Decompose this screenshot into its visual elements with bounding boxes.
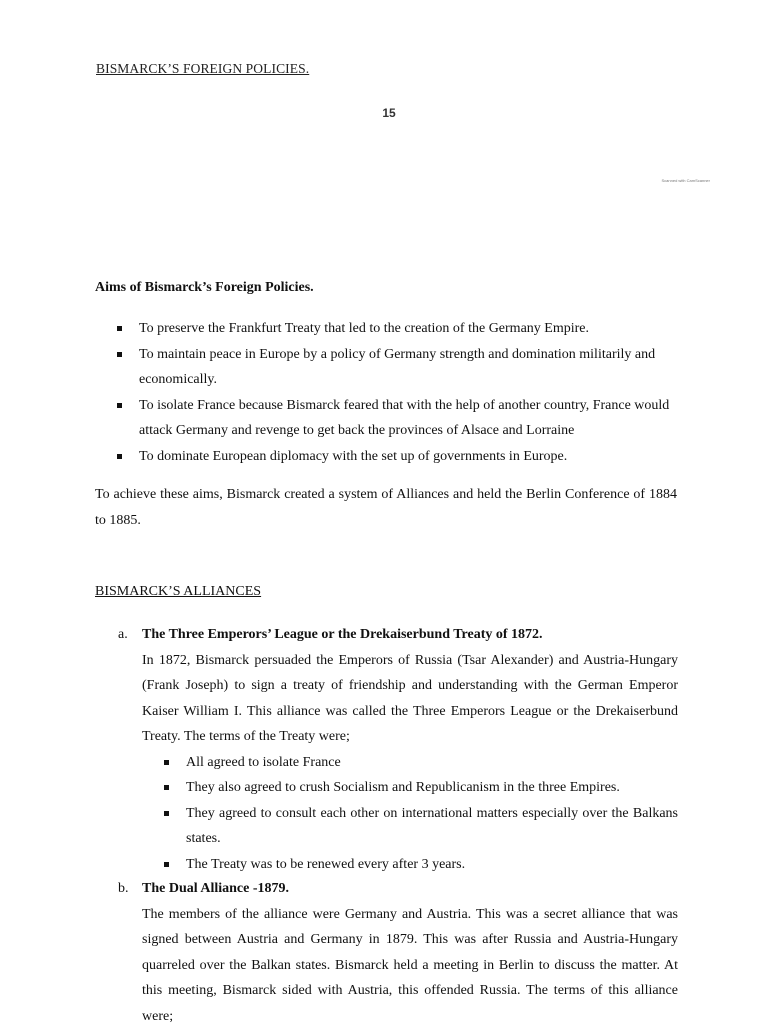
section-title: a. The Three Emperors’ League or the Drekaiserbund Treaty of 1872. (118, 622, 678, 648)
treaty-term-item: All agreed to isolate France (164, 750, 678, 776)
treaty-term-item: They also agreed to crush Socialism and Republicanism in the three Empires. (164, 775, 678, 801)
square-bullet-icon (117, 403, 122, 408)
aims-list-item: To dominate European diplomacy with the set up of governments in Europe. (117, 444, 677, 470)
alliance-section-dual-alliance (118, 876, 678, 1029)
square-bullet-icon (164, 811, 169, 816)
section-marker: a. (118, 622, 128, 648)
page-number: 15 (374, 106, 404, 120)
section-title: b. The Dual Alliance -1879. (118, 876, 678, 902)
section-body: The members of the alliance were Germany and Austria. This was a secret alliance that was signed between Austria and Germany in 1879. This was after Russia and Austria-Hungary quarreled over the Balkan states. Bismarck held a meeting in Berlin to discuss the matter. At this meeting, Bismarck sided with Austria, this offended Russia. The terms of this alliance were; (142, 902, 678, 1029)
aims-summary: To achieve these aims, Bismarck created a system of Alliances and held the Berlin Conference of 1884 to 1885. (95, 482, 677, 533)
alliances-heading: BISMARCK’S ALLIANCES (95, 584, 261, 600)
aims-list (117, 316, 677, 469)
aims-list-item: To isolate France because Bismarck feared that with the help of another country, France would attack Germany and revenge to get back the provinces of Alsace and Lorraine (117, 393, 677, 444)
running-header: BISMARCK’S FOREIGN POLICIES. (96, 61, 309, 77)
square-bullet-icon (164, 862, 169, 867)
aims-list-item: To maintain peace in Europe by a policy of Germany strength and domination militarily and economically. (117, 342, 677, 393)
alliance-section-three-emperors (118, 622, 678, 877)
treaty-term-item: The Treaty was to be renewed every after 3 years. (164, 852, 678, 878)
aims-list-item: To preserve the Frankfurt Treaty that led to the creation of the Germany Empire. (117, 316, 677, 342)
treaty-terms-list (164, 750, 678, 878)
square-bullet-icon (117, 352, 122, 357)
square-bullet-icon (117, 326, 122, 331)
square-bullet-icon (164, 760, 169, 765)
aims-heading: Aims of Bismarck’s Foreign Policies. (95, 280, 314, 296)
square-bullet-icon (117, 454, 122, 459)
scanner-watermark: Scanned with CamScanner (630, 178, 710, 183)
treaty-term-item: They agreed to consult each other on international matters especially over the Balkans states. (164, 801, 678, 852)
section-body: In 1872, Bismarck persuaded the Emperors of Russia (Tsar Alexander) and Austria-Hungary (Frank Joseph) to sign a treaty of friendship and understanding with the German Emperor Kaiser William I. This alliance was called the Three Emperors League or the Drekaiserbund Treaty. The terms of the Treaty were; (142, 648, 678, 750)
square-bullet-icon (164, 785, 169, 790)
section-marker: b. (118, 876, 129, 902)
